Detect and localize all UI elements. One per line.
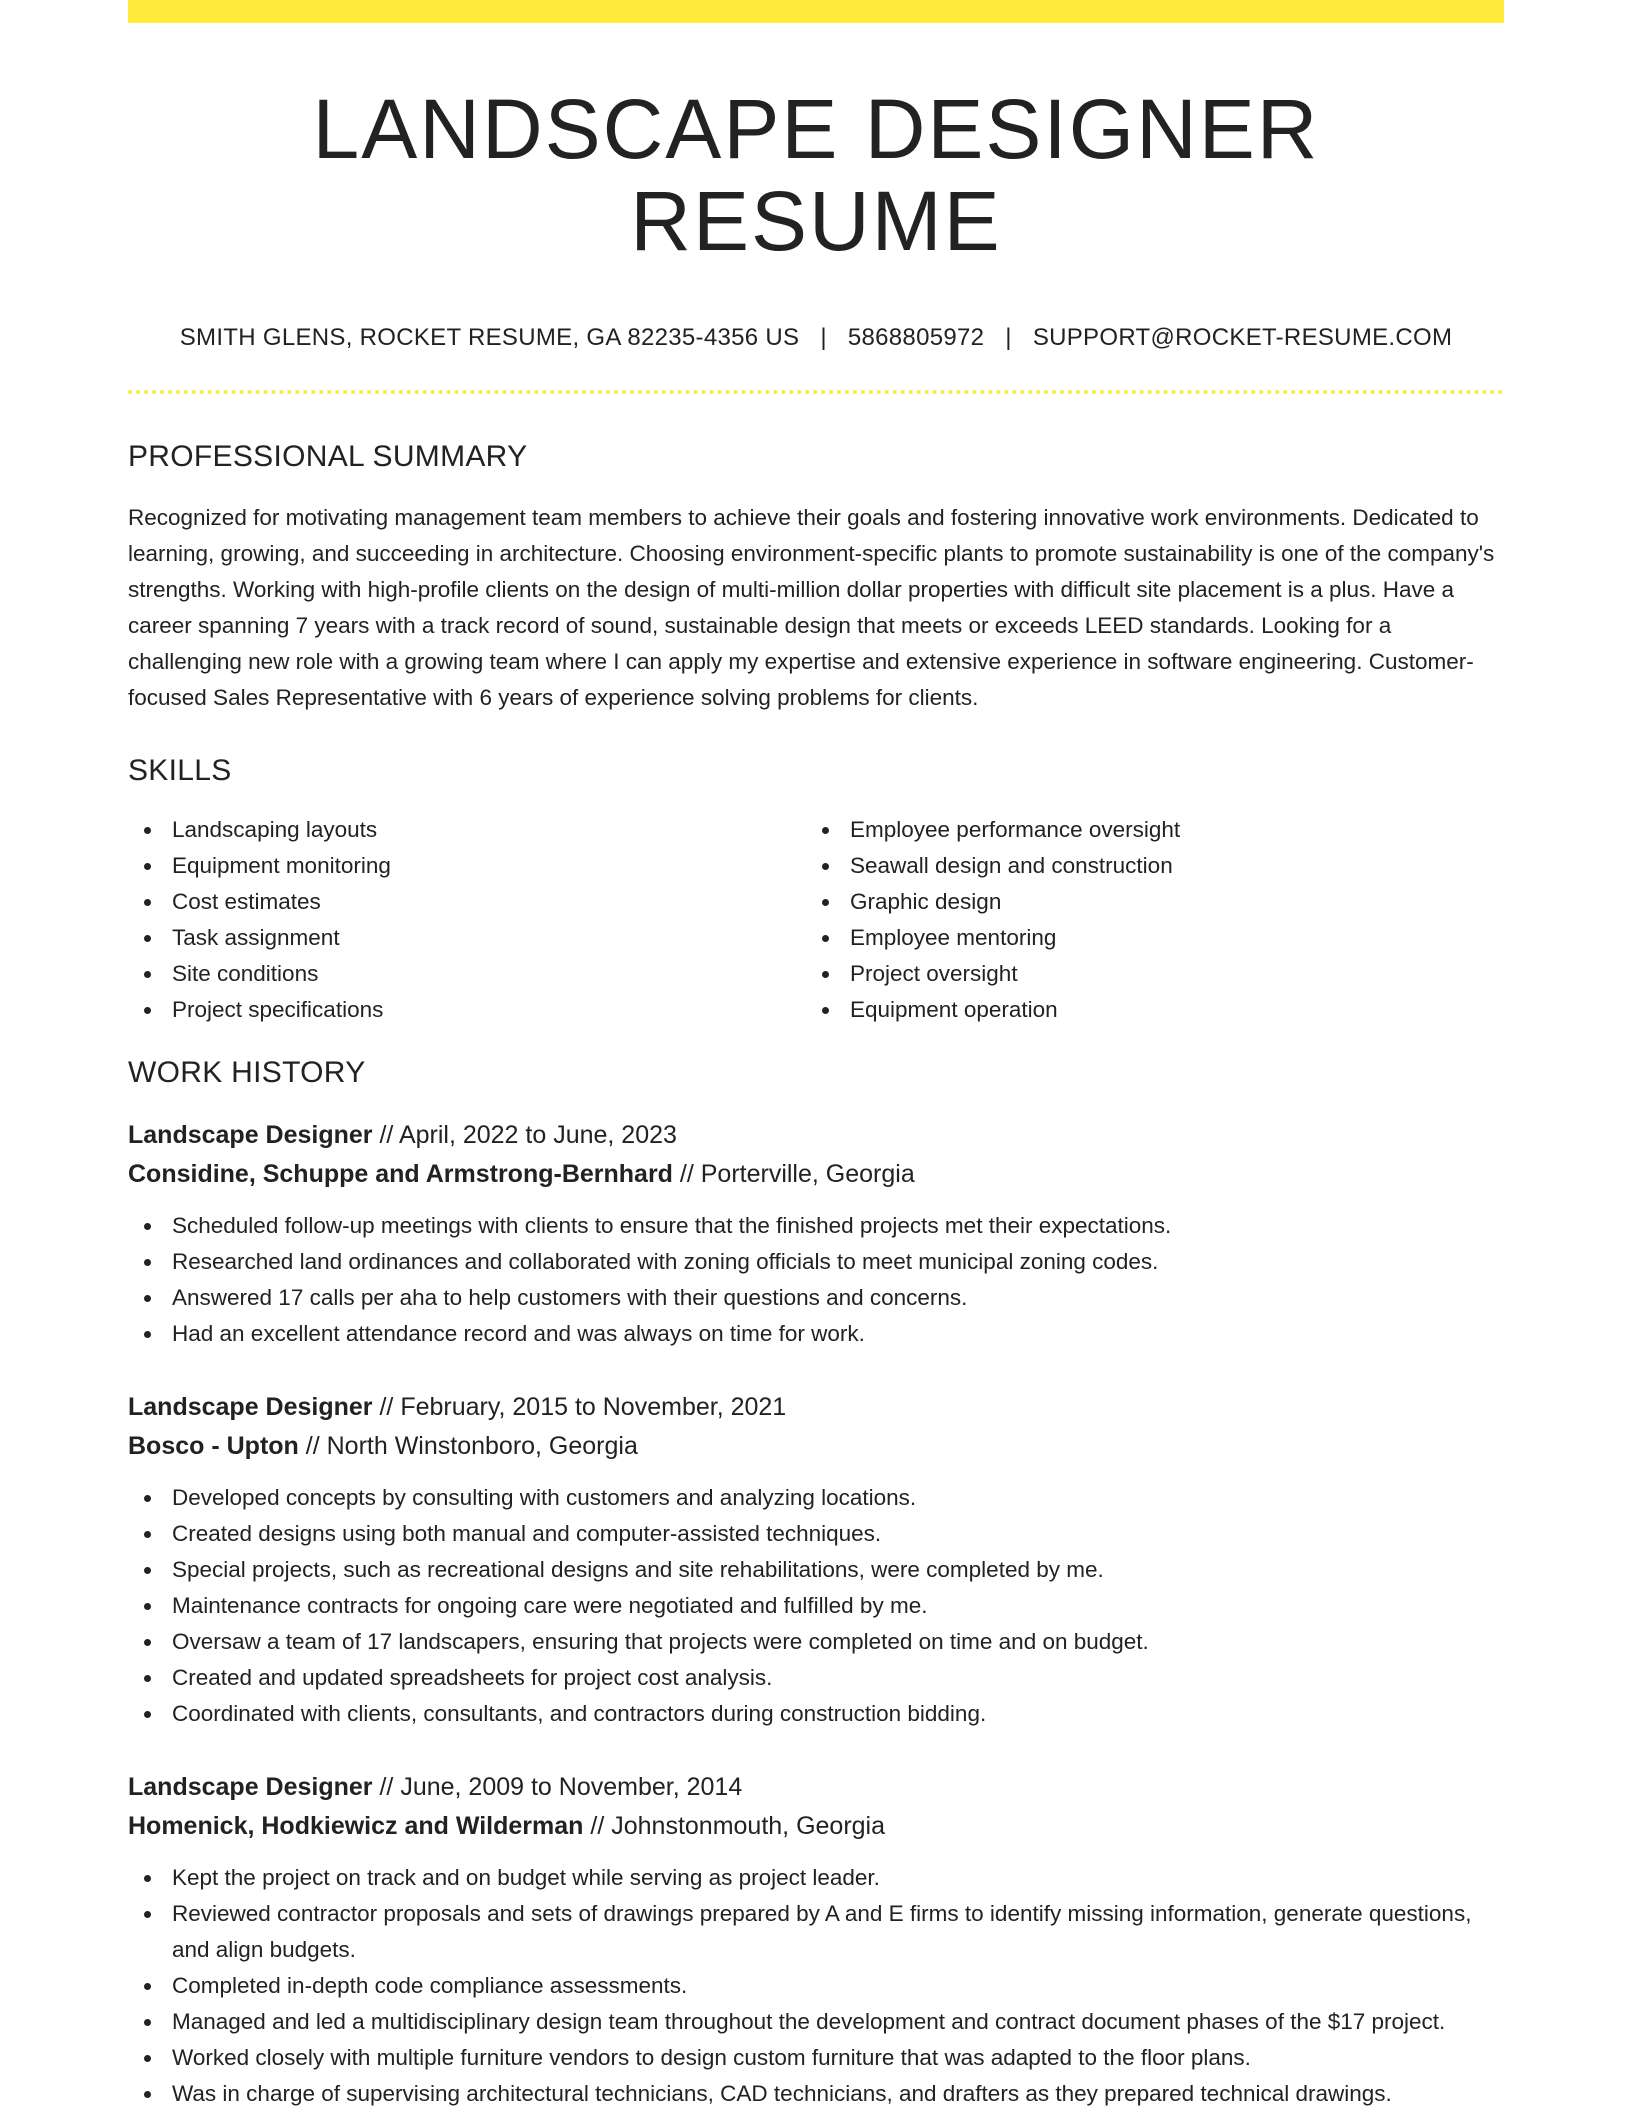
bullet-dot-icon xyxy=(144,2055,151,2062)
bullet-dot-icon xyxy=(144,1983,151,1990)
job-bullets xyxy=(128,1480,1504,1732)
job-bullet xyxy=(128,1280,1504,1316)
job-bullet-text: Reviewed contractor proposals and sets of drawings prepared by A and E firms to identify missing information, generate questions, and align budgets. xyxy=(172,1900,1472,1962)
contact-line xyxy=(128,324,1504,352)
bullet-dot-icon xyxy=(822,899,829,906)
job-bullet-text: Created and updated spreadsheets for project cost analysis. xyxy=(172,1664,773,1690)
skill-item-text: Cost estimates xyxy=(172,888,321,914)
bullet-dot-icon xyxy=(822,827,829,834)
job-company: Bosco - Upton xyxy=(128,1431,299,1460)
job-bullet-text: Oversaw a team of 17 landscapers, ensuring that projects were completed on time and on budget. xyxy=(172,1628,1149,1654)
contact-separator: | xyxy=(820,323,827,351)
skill-item-text: Site conditions xyxy=(172,960,319,986)
job-bullet-text: Answered 17 calls per aha to help customers with their questions and concerns. xyxy=(172,1284,968,1310)
job-company-line xyxy=(128,1807,1504,1846)
bullet-dot-icon xyxy=(144,2019,151,2026)
job-bullet-text: Worked closely with multiple furniture vendors to design custom furniture that was adapted to the floor plans. xyxy=(172,2044,1251,2070)
skill-item-text: Landscaping layouts xyxy=(172,816,378,842)
bullet-dot-icon xyxy=(144,1223,151,1230)
job-bullet-text: Completed in-depth code compliance assessments. xyxy=(172,1972,688,1998)
job-bullets xyxy=(128,1860,1504,2112)
skill-item-text: Project oversight xyxy=(850,960,1018,986)
skills-left-list xyxy=(128,812,806,1028)
job-bullet-text: Scheduled follow-up meetings with clients to ensure that the finished projects met their expectations. xyxy=(172,1212,1172,1238)
job-dates: // April, 2022 to June, 2023 xyxy=(379,1120,677,1149)
skill-item xyxy=(806,884,1484,920)
skill-item xyxy=(128,992,806,1028)
skill-item xyxy=(128,812,806,848)
summary-heading: PROFESSIONAL SUMMARY xyxy=(128,439,528,473)
job-entry xyxy=(128,1768,1504,2112)
skill-item xyxy=(806,992,1484,1028)
job-bullet-text: Special projects, such as recreational designs and site rehabilitations, were completed by me. xyxy=(172,1556,1104,1582)
job-bullet xyxy=(128,1660,1504,1696)
job-bullet xyxy=(128,1516,1504,1552)
contact-separator: | xyxy=(1005,323,1012,351)
job-entry xyxy=(128,1116,1504,1352)
job-bullet xyxy=(128,2076,1504,2112)
skills-heading: SKILLS xyxy=(128,753,232,787)
bullet-dot-icon xyxy=(144,899,151,906)
bullet-dot-icon xyxy=(144,971,151,978)
skill-item-text: Employee performance oversight xyxy=(850,816,1181,842)
job-bullet-text: Kept the project on track and on budget while serving as project leader. xyxy=(172,1864,880,1890)
job-company-line xyxy=(128,1427,1504,1466)
bullet-dot-icon xyxy=(144,1259,151,1266)
skills-right-list xyxy=(806,812,1484,1028)
bullet-dot-icon xyxy=(144,863,151,870)
job-bullet-text: Created designs using both manual and computer-assisted techniques. xyxy=(172,1520,882,1546)
job-bullet xyxy=(128,1696,1504,1732)
job-company-line xyxy=(128,1155,1504,1194)
summary-text: Recognized for motivating management team members to achieve their goals and fostering innovative work environments. Dedicated to learning, growing, and succeeding in architecture. Choosing environment-specific plants to promote sustainability is one of the company's strengths. Working with high-profile clients on the design of multi-million dollar properties with difficult site placement is a plus. Have a career spanning 7 years with a track record of sound, sustainable design that meets or exceeds LEED standards. Looking for a challenging new role with a growing team where I can apply my expertise and extensive experience in software engineering. Customer-focused Sales Representative with 6 years of experience solving problems for clients. xyxy=(128,504,1495,710)
bullet-dot-icon xyxy=(822,971,829,978)
job-bullet xyxy=(128,1968,1504,2004)
skill-item-text: Equipment monitoring xyxy=(172,852,391,878)
job-company: Considine, Schuppe and Armstrong-Bernhard xyxy=(128,1159,673,1188)
skill-item-text: Seawall design and construction xyxy=(850,852,1173,878)
bullet-dot-icon xyxy=(144,1531,151,1538)
skill-item-text: Project specifications xyxy=(172,996,384,1022)
job-title: Landscape Designer xyxy=(128,1772,373,1801)
job-bullet xyxy=(128,1588,1504,1624)
bullet-dot-icon xyxy=(144,1603,151,1610)
bullet-dot-icon xyxy=(144,1639,151,1646)
job-bullet xyxy=(128,1316,1504,1352)
bullet-dot-icon xyxy=(144,2091,151,2098)
bullet-dot-icon xyxy=(822,863,829,870)
job-bullet-text: Coordinated with clients, consultants, and contractors during construction bidding. xyxy=(172,1700,987,1726)
job-title: Landscape Designer xyxy=(128,1392,373,1421)
work-history-heading: WORK HISTORY xyxy=(128,1055,366,1089)
contact-phone: 5868805972 xyxy=(847,323,985,351)
skills-columns xyxy=(128,812,1504,1028)
job-bullet-text: Researched land ordinances and collaborated with zoning officials to meet municipal zoning codes. xyxy=(172,1248,1159,1274)
job-bullet-text: Developed concepts by consulting with customers and analyzing locations. xyxy=(172,1484,917,1510)
bullet-dot-icon xyxy=(144,1331,151,1338)
skill-item xyxy=(128,920,806,956)
resume-title: LANDSCAPE DESIGNER RESUME xyxy=(312,82,1320,269)
job-location: // Porterville, Georgia xyxy=(679,1159,915,1188)
bullet-dot-icon xyxy=(144,1495,151,1502)
dotted-divider xyxy=(128,390,1504,394)
accent-top-bar xyxy=(128,0,1504,23)
job-bullet-text: Managed and led a multidisciplinary design team throughout the development and contract document phases of the $17 project. xyxy=(172,2008,1446,2034)
skill-item xyxy=(128,884,806,920)
job-company: Homenick, Hodkiewicz and Wilderman xyxy=(128,1811,584,1840)
bullet-dot-icon xyxy=(144,1295,151,1302)
work-history-list xyxy=(128,1116,1504,2112)
skill-item xyxy=(806,848,1484,884)
bullet-dot-icon xyxy=(144,1911,151,1918)
job-bullet xyxy=(128,1860,1504,1896)
bullet-dot-icon xyxy=(144,1675,151,1682)
job-title-line xyxy=(128,1768,1504,1807)
resume-page xyxy=(128,0,1504,2112)
bullet-dot-icon xyxy=(144,827,151,834)
job-bullet xyxy=(128,2040,1504,2076)
bullet-dot-icon xyxy=(144,1875,151,1882)
job-bullets xyxy=(128,1208,1504,1352)
bullet-dot-icon xyxy=(822,935,829,942)
skill-item xyxy=(128,956,806,992)
job-location: // North Winstonboro, Georgia xyxy=(305,1431,638,1460)
job-bullet xyxy=(128,2004,1504,2040)
bullet-dot-icon xyxy=(144,1711,151,1718)
job-bullet-text: Had an excellent attendance record and was always on time for work. xyxy=(172,1320,865,1346)
skill-item xyxy=(128,848,806,884)
job-bullet-text: Maintenance contracts for ongoing care were negotiated and fulfilled by me. xyxy=(172,1592,928,1618)
skill-item xyxy=(806,812,1484,848)
job-bullet-text: Was in charge of supervising architectural technicians, CAD technicians, and drafters as they prepared technical drawings. xyxy=(172,2080,1392,2106)
job-bullet xyxy=(128,1896,1504,1968)
job-dates: // February, 2015 to November, 2021 xyxy=(379,1392,787,1421)
job-bullet xyxy=(128,1244,1504,1280)
job-title-line xyxy=(128,1116,1504,1155)
job-dates: // June, 2009 to November, 2014 xyxy=(379,1772,743,1801)
skill-item-text: Graphic design xyxy=(850,888,1002,914)
job-title-line xyxy=(128,1388,1504,1427)
skill-item-text: Employee mentoring xyxy=(850,924,1057,950)
job-entry xyxy=(128,1388,1504,1732)
job-title: Landscape Designer xyxy=(128,1120,373,1149)
bullet-dot-icon xyxy=(144,935,151,942)
skill-item xyxy=(806,956,1484,992)
contact-address: SMITH GLENS, ROCKET RESUME, GA 82235-4356 US xyxy=(179,323,800,351)
skill-item-text: Task assignment xyxy=(172,924,340,950)
job-bullet xyxy=(128,1624,1504,1660)
skill-item-text: Equipment operation xyxy=(850,996,1058,1022)
skill-item xyxy=(806,920,1484,956)
bullet-dot-icon xyxy=(144,1007,151,1014)
bullet-dot-icon xyxy=(822,1007,829,1014)
job-bullet xyxy=(128,1552,1504,1588)
job-bullet xyxy=(128,1208,1504,1244)
job-bullet xyxy=(128,1480,1504,1516)
contact-email: SUPPORT@ROCKET-RESUME.COM xyxy=(1032,323,1453,351)
job-location: // Johnstonmouth, Georgia xyxy=(590,1811,886,1840)
bullet-dot-icon xyxy=(144,1567,151,1574)
